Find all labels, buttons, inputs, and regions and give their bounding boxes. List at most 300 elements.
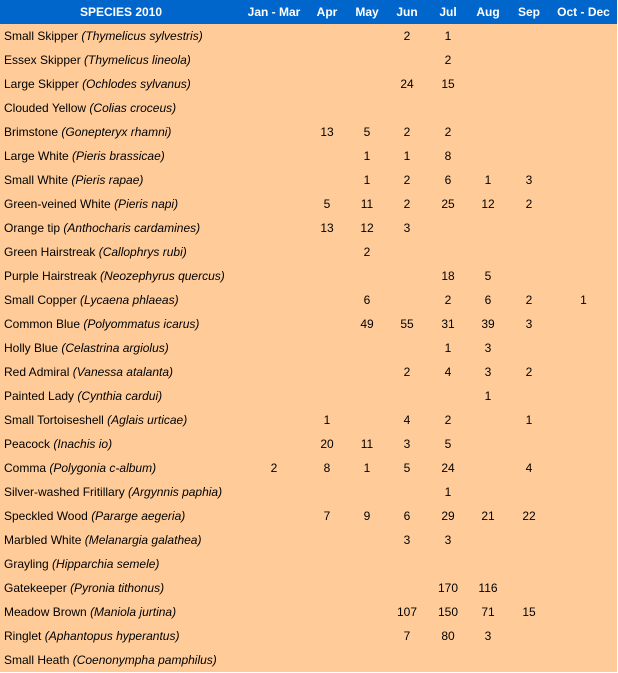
- count-cell: [468, 432, 508, 456]
- table-title: SPECIES 2010: [0, 0, 242, 24]
- count-cell: [550, 216, 617, 240]
- count-cell: [242, 24, 306, 48]
- count-cell: 80: [441, 629, 455, 643]
- count-cell: [428, 240, 468, 264]
- species-latin-name: (Pieris brassicae): [72, 149, 165, 163]
- count-cell: [242, 264, 306, 288]
- count-cell: 5: [323, 197, 331, 211]
- count-cell: [348, 480, 386, 504]
- count-cell: [348, 336, 386, 360]
- count-cell: [508, 648, 550, 672]
- count-cell: [242, 432, 306, 456]
- species-name-cell: [0, 288, 242, 312]
- count-cell: [468, 96, 508, 120]
- species-name-cell: [0, 168, 242, 192]
- species-name-cell: [0, 504, 242, 528]
- count-cell: [550, 336, 617, 360]
- table-row: [0, 24, 617, 48]
- count-cell: 1: [444, 341, 452, 355]
- count-cell: 1: [580, 293, 587, 307]
- count-cell: [306, 96, 348, 120]
- count-cell: 116: [478, 581, 498, 595]
- count-cell: [348, 600, 386, 624]
- count-cell: [242, 336, 306, 360]
- species-name-cell: [0, 240, 242, 264]
- count-cell: [550, 624, 617, 648]
- count-cell: [348, 408, 386, 432]
- count-cell: [508, 216, 550, 240]
- count-cell: 2: [444, 53, 452, 67]
- count-cell: [550, 24, 617, 48]
- count-cell: [468, 240, 508, 264]
- count-cell: 49: [360, 317, 374, 331]
- count-cell: [348, 552, 386, 576]
- species-name-cell: [0, 48, 242, 72]
- count-cell: [468, 48, 508, 72]
- count-cell: 5: [363, 125, 371, 139]
- species-name-cell: [0, 336, 242, 360]
- species-common-name: Brimstone: [4, 125, 59, 139]
- count-cell: [468, 528, 508, 552]
- count-cell: 12: [481, 197, 495, 211]
- table-row: [0, 264, 617, 288]
- species-common-name: Red Admiral: [4, 365, 70, 379]
- count-cell: [348, 96, 386, 120]
- count-cell: [242, 648, 306, 672]
- count-cell: 2: [444, 125, 452, 139]
- species-latin-name: (Lycaena phlaeas): [80, 293, 179, 307]
- count-cell: [348, 24, 386, 48]
- count-cell: 5: [403, 461, 411, 475]
- count-cell: 4: [525, 461, 533, 475]
- count-cell: [468, 648, 508, 672]
- count-cell: [242, 216, 306, 240]
- count-cell: [306, 264, 348, 288]
- header-row: [0, 0, 617, 24]
- count-cell: [306, 240, 348, 264]
- species-name-cell: [0, 576, 242, 600]
- count-cell: [550, 264, 617, 288]
- species-common-name: Green-veined White: [4, 197, 111, 211]
- count-cell: [550, 600, 617, 624]
- count-cell: 5: [444, 437, 452, 451]
- count-cell: [428, 216, 468, 240]
- table-row: [0, 168, 617, 192]
- count-cell: 3: [403, 221, 411, 235]
- count-cell: 1: [403, 149, 411, 163]
- count-cell: 55: [400, 317, 414, 331]
- count-cell: 9: [363, 509, 371, 523]
- count-cell: 22: [522, 509, 536, 523]
- count-cell: [306, 552, 348, 576]
- count-cell: 6: [363, 293, 371, 307]
- count-cell: 1: [444, 29, 452, 43]
- count-cell: [348, 72, 386, 96]
- count-cell: [550, 384, 617, 408]
- species-name-cell: [0, 624, 242, 648]
- count-cell: [306, 480, 348, 504]
- count-cell: [468, 120, 508, 144]
- species-latin-name: (Cynthia cardui): [77, 389, 163, 403]
- count-cell: 3: [403, 437, 411, 451]
- count-cell: [306, 168, 348, 192]
- count-cell: [242, 96, 306, 120]
- count-cell: 15: [441, 77, 455, 91]
- count-cell: 2: [270, 461, 278, 475]
- count-cell: 7: [323, 509, 331, 523]
- count-cell: [508, 24, 550, 48]
- table-row: [0, 624, 617, 648]
- count-cell: [242, 192, 306, 216]
- species-name-cell: [0, 600, 242, 624]
- count-cell: [386, 552, 428, 576]
- count-cell: [508, 384, 550, 408]
- count-cell: 3: [484, 629, 492, 643]
- species-latin-name: (Melanargia galathea): [84, 533, 202, 547]
- count-cell: [386, 480, 428, 504]
- table-row: [0, 504, 617, 528]
- count-cell: [508, 480, 550, 504]
- count-cell: [242, 504, 306, 528]
- count-cell: 2: [403, 29, 411, 43]
- count-cell: [468, 72, 508, 96]
- count-cell: [306, 312, 348, 336]
- col-header-may: May: [348, 0, 386, 24]
- count-cell: 2: [403, 125, 411, 139]
- count-cell: 3: [403, 533, 411, 547]
- count-cell: [242, 576, 306, 600]
- count-cell: [468, 216, 508, 240]
- species-latin-name: (Maniola jurtina): [90, 605, 177, 619]
- species-name-cell: [0, 384, 242, 408]
- species-common-name: Ringlet: [4, 629, 42, 643]
- count-cell: 2: [363, 245, 371, 259]
- species-latin-name: (Pieris rapae): [71, 173, 144, 187]
- table-row: [0, 312, 617, 336]
- count-cell: [508, 240, 550, 264]
- count-cell: [508, 48, 550, 72]
- count-cell: [306, 576, 348, 600]
- table-row: [0, 648, 617, 672]
- count-cell: 170: [437, 581, 459, 595]
- species-latin-name: (Celastrina argiolus): [61, 341, 169, 355]
- species-name-cell: [0, 312, 242, 336]
- count-cell: 11: [360, 437, 374, 451]
- species-name-cell: [0, 456, 242, 480]
- count-cell: 8: [444, 149, 452, 163]
- count-cell: [242, 120, 306, 144]
- table-row: [0, 576, 617, 600]
- col-header-jan-mar: Jan - Mar: [242, 0, 306, 24]
- species-common-name: Silver-washed Fritillary: [4, 485, 125, 499]
- count-cell: 6: [484, 293, 492, 307]
- count-cell: 6: [403, 509, 411, 523]
- count-cell: [550, 480, 617, 504]
- count-cell: [550, 576, 617, 600]
- count-cell: [242, 552, 306, 576]
- count-cell: [508, 144, 550, 168]
- count-cell: [306, 648, 348, 672]
- count-cell: [550, 192, 617, 216]
- count-cell: [550, 432, 617, 456]
- table-row: [0, 288, 617, 312]
- count-cell: [428, 552, 468, 576]
- count-cell: [508, 336, 550, 360]
- table-row: [0, 48, 617, 72]
- count-cell: 2: [525, 365, 533, 379]
- species-latin-name: (Hipparchia semele): [52, 557, 160, 571]
- count-cell: [550, 360, 617, 384]
- count-cell: [386, 288, 428, 312]
- count-cell: [306, 336, 348, 360]
- species-common-name: Large White: [4, 149, 69, 163]
- count-cell: 1: [363, 173, 371, 187]
- count-cell: [242, 312, 306, 336]
- count-cell: 3: [444, 533, 452, 547]
- count-cell: [306, 384, 348, 408]
- species-common-name: Small Heath: [4, 653, 70, 667]
- species-latin-name: (Polygonia c-album): [49, 461, 157, 475]
- count-cell: [348, 648, 386, 672]
- count-cell: [242, 240, 306, 264]
- count-cell: [306, 624, 348, 648]
- table-row: [0, 96, 617, 120]
- count-cell: 3: [525, 317, 533, 331]
- table-row: [0, 72, 617, 96]
- count-cell: [550, 48, 617, 72]
- count-cell: [468, 144, 508, 168]
- species-name-cell: [0, 120, 242, 144]
- species-common-name: Common Blue: [4, 317, 81, 331]
- count-cell: 2: [444, 293, 452, 307]
- count-cell: 15: [522, 605, 536, 619]
- species-common-name: Meadow Brown: [4, 605, 87, 619]
- species-common-name: Green Hairstreak: [4, 245, 96, 259]
- count-cell: [550, 168, 617, 192]
- count-cell: 3: [525, 173, 533, 187]
- count-cell: 1: [444, 485, 452, 499]
- count-cell: 8: [323, 461, 331, 475]
- species-common-name: Comma: [4, 461, 47, 475]
- count-cell: 2: [525, 197, 533, 211]
- species-latin-name: (Colias croceus): [89, 101, 177, 115]
- table-row: [0, 360, 617, 384]
- species-latin-name: (Aphantopus hyperantus): [44, 629, 180, 643]
- count-cell: 25: [441, 197, 455, 211]
- count-cell: 29: [441, 509, 455, 523]
- species-latin-name: (Gonepteryx rhamni): [61, 125, 172, 139]
- count-cell: [428, 384, 468, 408]
- count-cell: [468, 480, 508, 504]
- col-header-aug: Aug: [468, 0, 508, 24]
- species-common-name: Grayling: [4, 557, 49, 571]
- count-cell: [508, 528, 550, 552]
- count-cell: [468, 24, 508, 48]
- count-cell: 20: [320, 437, 334, 451]
- count-cell: [428, 648, 468, 672]
- count-cell: 18: [441, 269, 455, 283]
- count-cell: [386, 384, 428, 408]
- species-name-cell: [0, 552, 242, 576]
- table-row: [0, 456, 617, 480]
- count-cell: [242, 72, 306, 96]
- count-cell: 1: [525, 413, 533, 427]
- count-cell: [550, 552, 617, 576]
- count-cell: 107: [396, 605, 418, 619]
- count-cell: [550, 648, 617, 672]
- species-common-name: Small Skipper: [4, 29, 79, 43]
- count-cell: 6: [444, 173, 452, 187]
- count-cell: 4: [444, 365, 452, 379]
- species-latin-name: (Vanessa atalanta): [72, 365, 174, 379]
- count-cell: 1: [484, 173, 492, 187]
- count-cell: [508, 552, 550, 576]
- species-common-name: Painted Lady: [4, 389, 75, 403]
- count-cell: [348, 264, 386, 288]
- count-cell: [242, 384, 306, 408]
- count-cell: [306, 24, 348, 48]
- count-cell: [550, 456, 617, 480]
- count-cell: [242, 48, 306, 72]
- count-cell: [306, 528, 348, 552]
- species-name-cell: [0, 72, 242, 96]
- species-common-name: Gatekeeper: [4, 581, 67, 595]
- table-row: [0, 432, 617, 456]
- count-cell: [468, 456, 508, 480]
- table-row: [0, 336, 617, 360]
- species-latin-name: (Argynnis paphia): [128, 485, 223, 499]
- count-cell: 21: [481, 509, 495, 523]
- count-cell: 2: [444, 413, 452, 427]
- count-cell: [242, 408, 306, 432]
- count-cell: 13: [320, 125, 334, 139]
- count-cell: [348, 360, 386, 384]
- species-latin-name: (Inachis io): [53, 437, 113, 451]
- count-cell: [242, 624, 306, 648]
- count-cell: 1: [363, 149, 371, 163]
- col-header-jul: Jul: [428, 0, 468, 24]
- count-cell: 150: [437, 605, 459, 619]
- species-latin-name: (Coenonympha pamphilus): [72, 653, 217, 667]
- count-cell: [348, 576, 386, 600]
- col-header-sep: Sep: [508, 0, 550, 24]
- count-cell: [242, 144, 306, 168]
- count-cell: [550, 144, 617, 168]
- count-cell: [468, 552, 508, 576]
- table-row: [0, 600, 617, 624]
- col-header-apr: Apr: [306, 0, 348, 24]
- count-cell: [348, 624, 386, 648]
- species-latin-name: (Aglais urticae): [107, 413, 188, 427]
- count-cell: [242, 480, 306, 504]
- count-cell: 24: [400, 77, 414, 91]
- species-name-cell: [0, 360, 242, 384]
- species-common-name: Orange tip: [4, 221, 61, 235]
- count-cell: [550, 408, 617, 432]
- table-row: [0, 408, 617, 432]
- count-cell: [508, 264, 550, 288]
- count-cell: [242, 528, 306, 552]
- col-header-oct-dec: Oct - Dec: [550, 0, 617, 24]
- species-name-cell: [0, 192, 242, 216]
- species-common-name: Essex Skipper: [4, 53, 81, 67]
- count-cell: [428, 96, 468, 120]
- count-cell: [306, 144, 348, 168]
- count-cell: [306, 72, 348, 96]
- count-cell: 3: [484, 341, 492, 355]
- table-row: [0, 552, 617, 576]
- species-common-name: Small Tortoiseshell: [4, 413, 104, 427]
- count-cell: [242, 600, 306, 624]
- species-name-cell: [0, 480, 242, 504]
- count-cell: [550, 96, 617, 120]
- count-cell: [386, 96, 428, 120]
- count-cell: [306, 600, 348, 624]
- species-name-cell: [0, 528, 242, 552]
- species-name-cell: [0, 144, 242, 168]
- count-cell: [550, 504, 617, 528]
- species-latin-name: (Anthocharis cardamines): [63, 221, 201, 235]
- count-cell: [306, 48, 348, 72]
- table-row: [0, 120, 617, 144]
- count-cell: [306, 360, 348, 384]
- table-row: [0, 216, 617, 240]
- count-cell: [348, 384, 386, 408]
- count-cell: [508, 576, 550, 600]
- count-cell: 1: [363, 461, 371, 475]
- count-cell: [386, 648, 428, 672]
- count-cell: 13: [320, 221, 334, 235]
- count-cell: [348, 48, 386, 72]
- species-common-name: Small White: [4, 173, 69, 187]
- count-cell: 1: [484, 389, 492, 403]
- species-latin-name: (Thymelicus sylvestris): [81, 29, 203, 43]
- count-cell: [242, 288, 306, 312]
- count-cell: [386, 576, 428, 600]
- count-cell: [386, 240, 428, 264]
- species-latin-name: (Neozephyrus quercus): [100, 269, 225, 283]
- count-cell: 11: [360, 197, 374, 211]
- count-cell: [550, 120, 617, 144]
- count-cell: 71: [481, 605, 495, 619]
- species-name-cell: [0, 648, 242, 672]
- count-cell: [550, 312, 617, 336]
- species-latin-name: (Callophrys rubi): [98, 245, 187, 259]
- count-cell: 2: [403, 197, 411, 211]
- species-latin-name: (Pyronia tithonus): [70, 581, 165, 595]
- count-cell: 2: [525, 293, 533, 307]
- species-latin-name: (Polyommatus icarus): [83, 317, 200, 331]
- count-cell: [242, 360, 306, 384]
- count-cell: 4: [403, 413, 411, 427]
- count-cell: [306, 288, 348, 312]
- species-latin-name: (Pieris napi): [114, 197, 179, 211]
- count-cell: [508, 120, 550, 144]
- species-latin-name: (Pararge aegeria): [91, 509, 186, 523]
- species-name-cell: [0, 264, 242, 288]
- count-cell: [242, 168, 306, 192]
- count-cell: [386, 264, 428, 288]
- count-cell: 24: [441, 461, 455, 475]
- table-row: [0, 192, 617, 216]
- species-common-name: Marbled White: [4, 533, 82, 547]
- table-row: [0, 528, 617, 552]
- species-common-name: Peacock: [4, 437, 51, 451]
- species-name-cell: [0, 408, 242, 432]
- count-cell: [550, 240, 617, 264]
- species-common-name: Holly Blue: [4, 341, 59, 355]
- species-latin-name: (Thymelicus lineola): [84, 53, 191, 67]
